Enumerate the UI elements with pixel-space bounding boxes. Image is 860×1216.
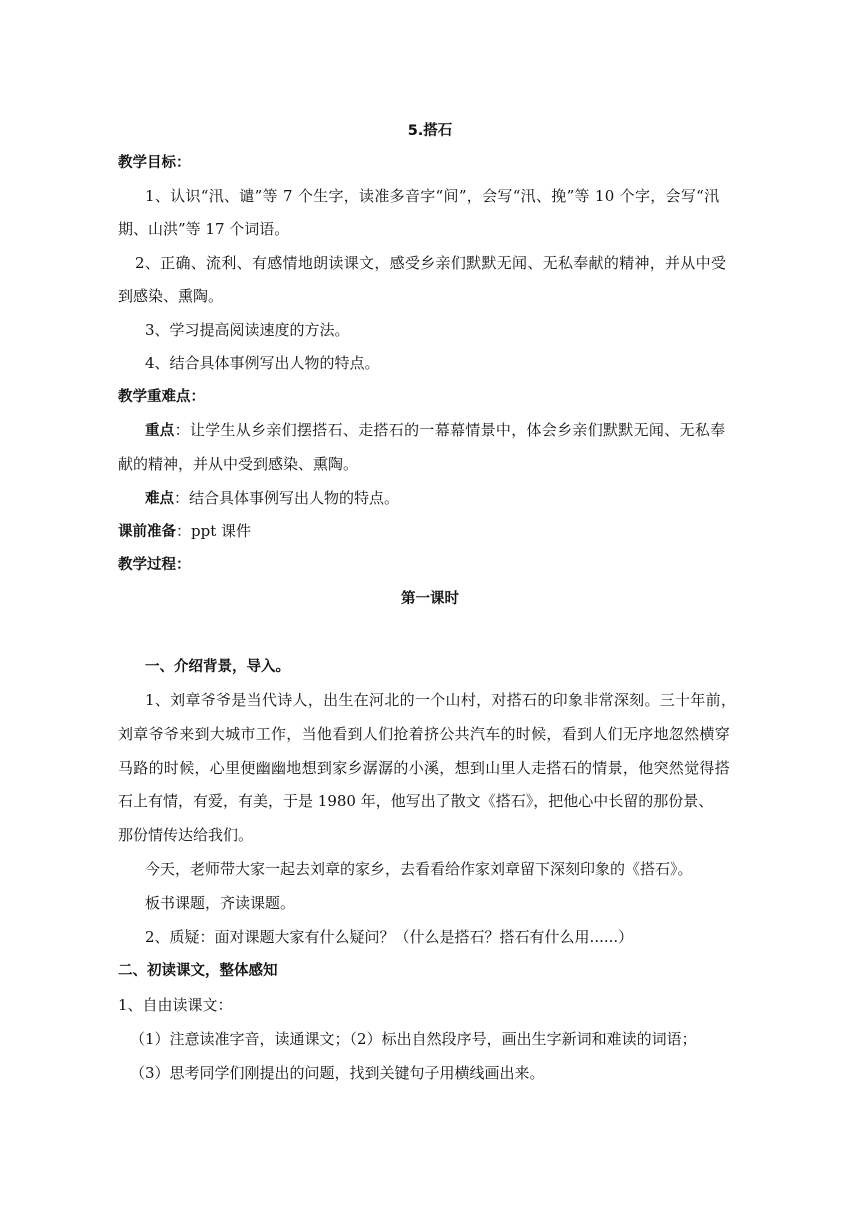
prep-line: 课前准备：ppt 课件 xyxy=(118,522,252,540)
lesson-heading: 第一课时 xyxy=(401,591,459,607)
prep-label: 课前准备 xyxy=(118,524,176,540)
section-1-para-1-line-5: 那份情传达给我们。 xyxy=(118,826,254,844)
page-title: 5.搭石 xyxy=(407,123,453,139)
process-heading: 教学过程： xyxy=(118,557,191,573)
section-2-para-2: （1）注意读准字音，读通课文；（2）标出自然段序号，画出生字新词和难读的词语； xyxy=(130,1030,697,1048)
key-point-line-2: 献的精神，并从中受到感染、熏陶。 xyxy=(118,455,359,473)
difficulty-label: 难点 xyxy=(145,491,174,507)
section-1-para-1-line-1: 1、刘章爷爷是当代诗人，出生在河北的一个山村，对搭石的印象非常深刻。三十年前， xyxy=(145,691,737,709)
section-1-para-4: 2、质疑：面对课题大家有什么疑问？（什么是搭石？搭石有什么用......） xyxy=(145,928,634,946)
section-2-para-3: （3）思考同学们刚提出的问题，找到关键句子用横线画出来。 xyxy=(130,1064,545,1082)
section-1-para-1-line-4: 石上有情，有爱，有美，于是 1980 年，他写出了散文《搭石》，把他心中长留的那份景、 xyxy=(118,792,714,810)
section-1-para-2: 今天，老师带大家一起去刘章的家乡，去看看给作家刘章留下深刻印象的《搭石》。 xyxy=(145,860,693,878)
goal-3: 3、学习提高阅读速度的方法。 xyxy=(145,321,350,339)
goal-4: 4、结合具体事例写出人物的特点。 xyxy=(145,354,380,372)
goal-1-line-1: 1、认识“汛、谴”等 7 个生字，读准多音字“间”，会写“汛、挽”等 10 个字，会写“汛 xyxy=(145,187,720,205)
key-point-label: 重点 xyxy=(145,423,175,439)
section-1-heading: 一、介绍背景，导入。 xyxy=(145,659,290,675)
goal-2-line-2: 到感染、熏陶。 xyxy=(118,287,224,305)
section-2-para-1: 1、自由读课文： xyxy=(118,996,233,1014)
keypoints-heading: 教学重难点： xyxy=(118,389,205,405)
goal-2-line-1: 2、正确、流利、有感情地朗读课文，感受乡亲们默默无闻、无私奉献的精神，并从中受 xyxy=(135,254,727,272)
goals-heading: 教学目标： xyxy=(118,155,191,171)
key-point-line-1: 重点：让学生从乡亲们摆搭石、走搭石的一幕幕情景中，体会乡亲们默默无闻、无私奉 xyxy=(145,421,726,439)
difficulty-line: 难点：结合具体事例写出人物的特点。 xyxy=(145,489,400,507)
section-1-para-3: 板书课题，齐读课题。 xyxy=(145,894,296,912)
goal-1-line-2: 期、山洪”等 17 个词语。 xyxy=(118,220,290,238)
section-1-para-1-line-2: 刘章爷爷来到大城市工作，当他看到人们抢着挤公共汽车的时候，看到人们无序地忽然横穿 xyxy=(118,725,731,743)
section-2-heading: 二、初读课文，整体感知 xyxy=(118,963,278,979)
section-1-para-1-line-3: 马路的时候，心里便幽幽地想到家乡潺潺的小溪，想到山里人走搭石的情景，他突然觉得搭 xyxy=(118,759,731,777)
